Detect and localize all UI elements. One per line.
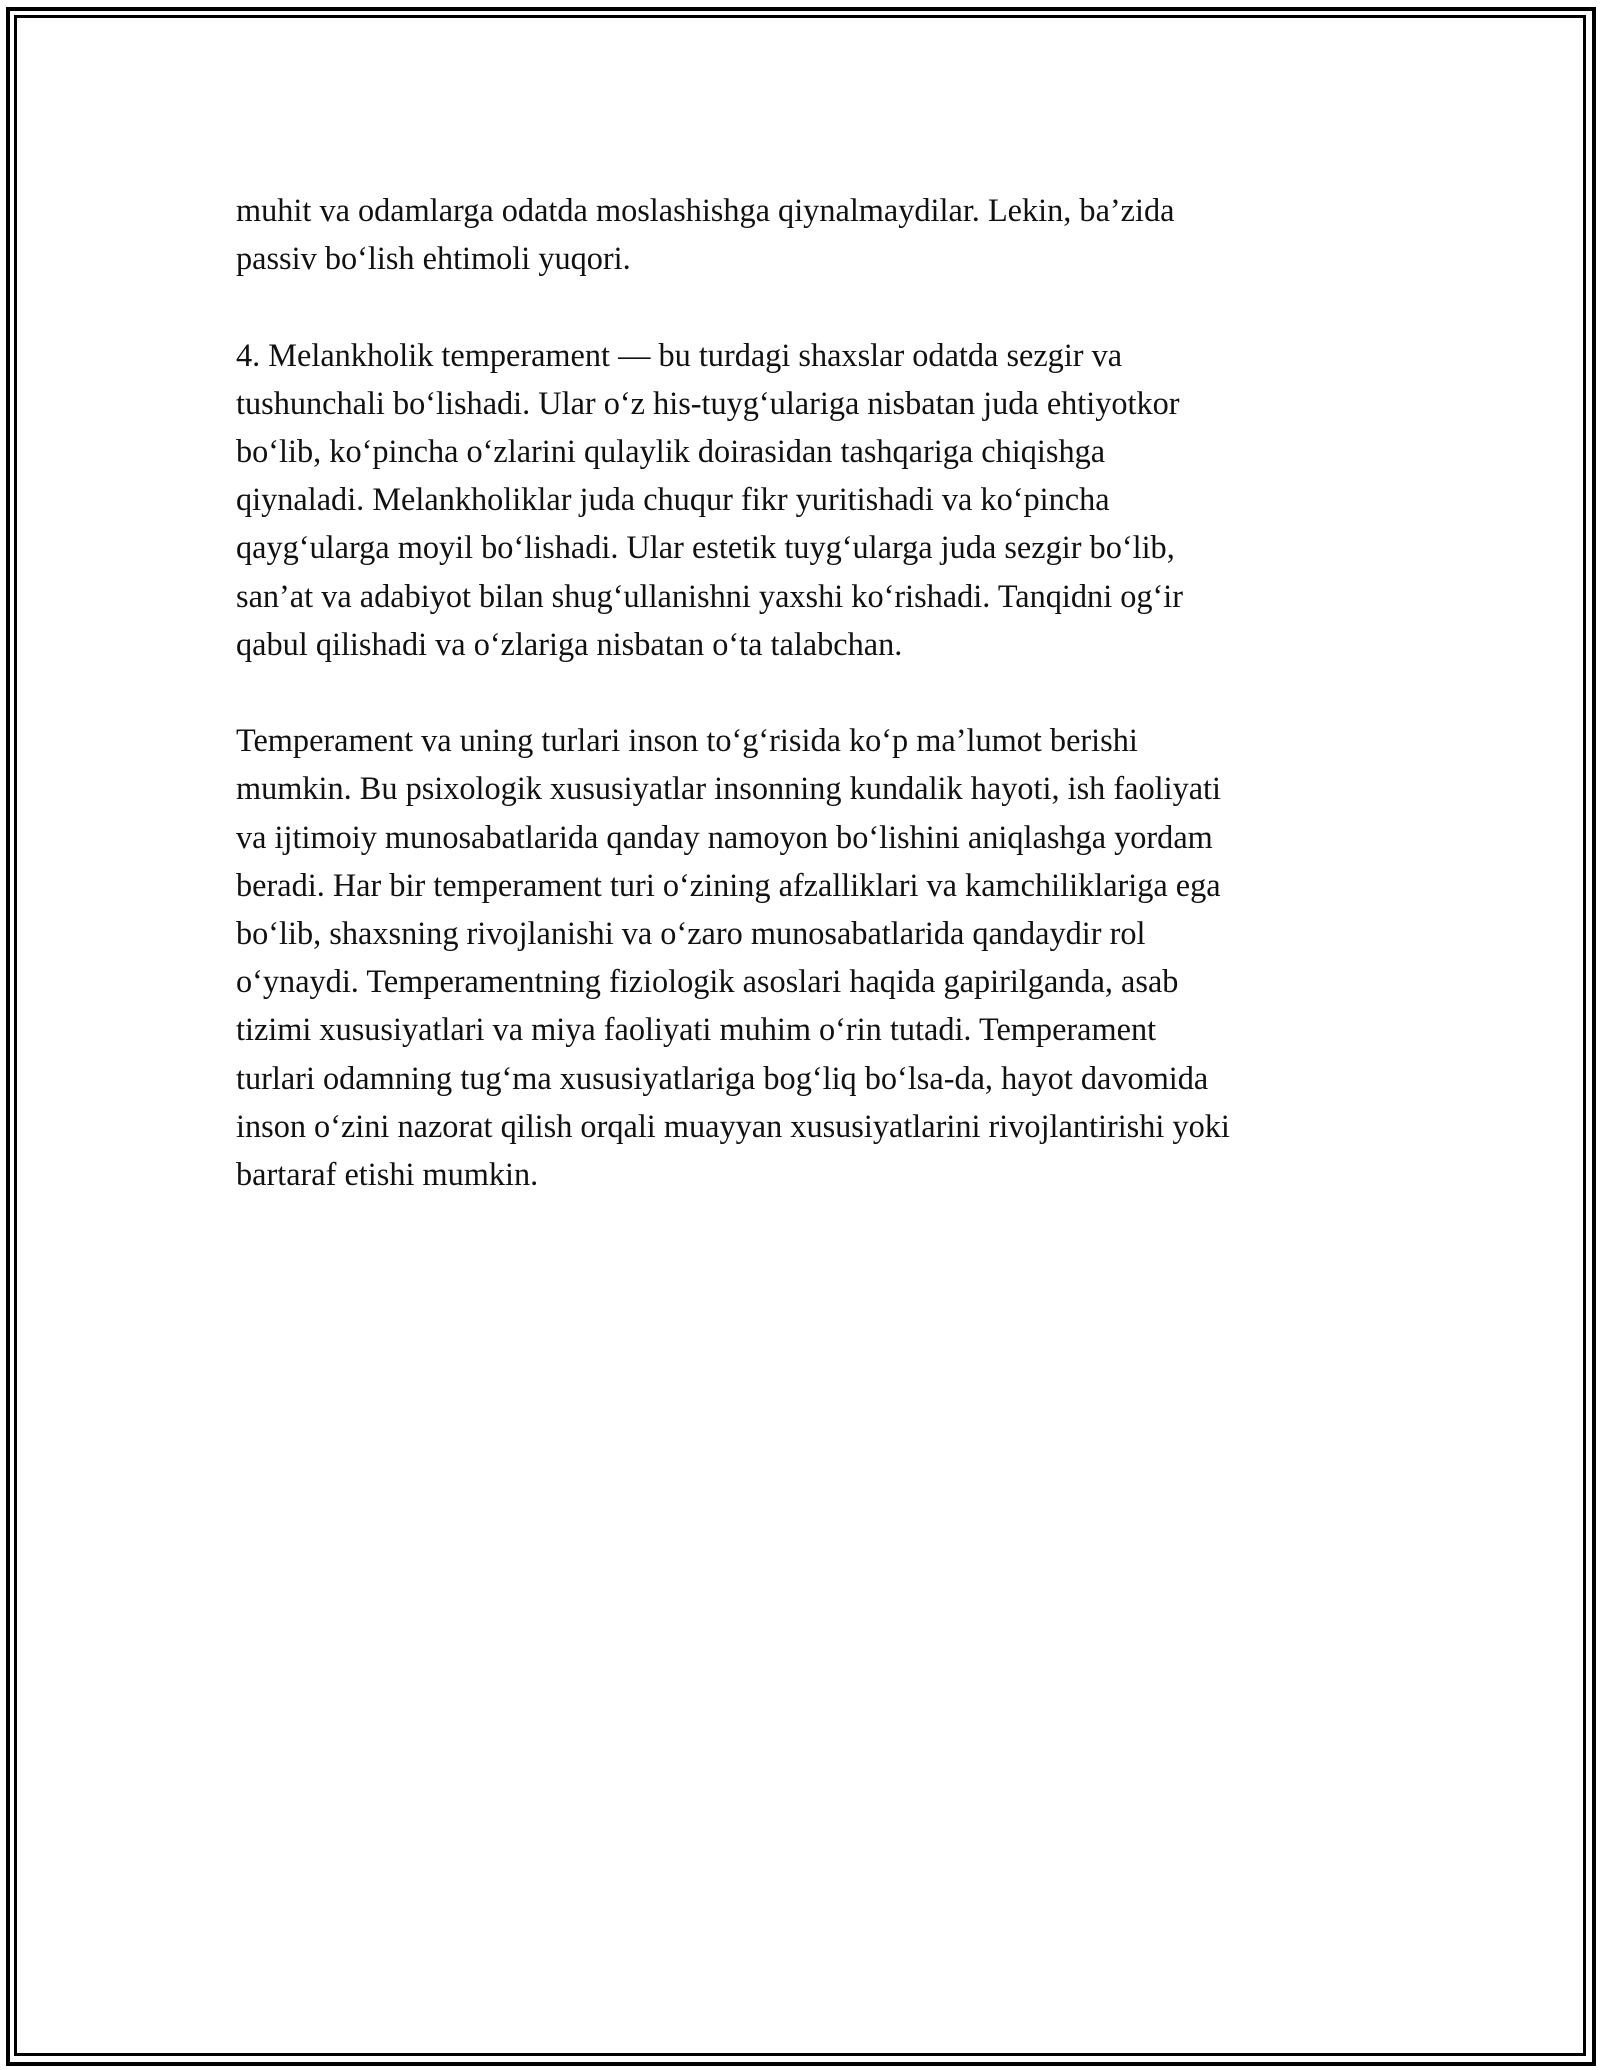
paragraph-conclusion — [236, 716, 1376, 1198]
text-line: 4. Melankholik temperament — bu turdagi shaxslar odatda sezgir va — [236, 336, 1123, 373]
text-line: inson o‘zini nazorat qilish orqali muayyan xususiyatlarini rivojlantirishi yoki — [236, 1107, 1230, 1144]
text-line: bo‘lib, shaxsning rivojlanishi va o‘zaro munosabatlarida qandaydir rol — [236, 915, 1146, 952]
text-line: tizimi xususiyatlari va miya faoliyati muhim o‘rin tutadi. Temperament — [236, 1011, 1157, 1048]
paragraph-sanguine-end — [236, 186, 1376, 282]
text-line: va ijtimoiy munosabatlarida qanday namoyon bo‘lishini aniqlashga yordam — [236, 818, 1213, 855]
text-line: bo‘lib, ko‘pincha o‘zlarini qulaylik doirasidan tashqariga chiqishga — [236, 433, 1106, 469]
text-line: qayg‘ularga moyil bo‘lishadi. Ular estetik tuyg‘ularga juda sezgir bo‘lib, — [236, 529, 1175, 566]
text-line: beradi. Har bir temperament turi o‘zining afzalliklari va kamchiliklariga ega — [236, 866, 1221, 903]
text-line: turlari odamning tug‘ma xususiyatlariga bog‘liq bo‘lsa-da, hayot davomida — [236, 1059, 1209, 1096]
text-line: qabul qilishadi va o‘zlariga nisbatan o‘ta talabchan. — [236, 625, 903, 662]
paragraph-melancholic — [236, 331, 1376, 668]
text-line: muhit va odamlarga odatda moslashishga qiynalmaydilar. Lekin, ba’zida — [236, 192, 1175, 228]
text-line: qiynaladi. Melankholiklar juda chuqur fikr yuritishadi va ko‘pincha — [236, 481, 1110, 518]
document-body — [236, 186, 1376, 1246]
text-line: passiv bo‘lish ehtimoli yuqori. — [236, 240, 631, 277]
text-line: tushunchali bo‘lishadi. Ular o‘z his-tuyg‘ulariga nisbatan juda ehtiyotkor — [236, 384, 1180, 421]
text-line: Temperament va uning turlari inson to‘g‘risida ko‘p ma’lumot berishi — [236, 722, 1138, 759]
text-line: bartaraf etishi mumkin. — [236, 1156, 539, 1193]
text-line: mumkin. Bu psixologik xususiyatlar insonning kundalik hayoti, ish faoliyati — [236, 770, 1222, 807]
text-line: san’at va adabiyot bilan shug‘ullanishni yaxshi ko‘rishadi. Tanqidni og‘ir — [236, 577, 1184, 614]
text-line: o‘ynaydi. Temperamentning fiziologik asoslari haqida gapirilganda, asab — [236, 963, 1179, 1000]
